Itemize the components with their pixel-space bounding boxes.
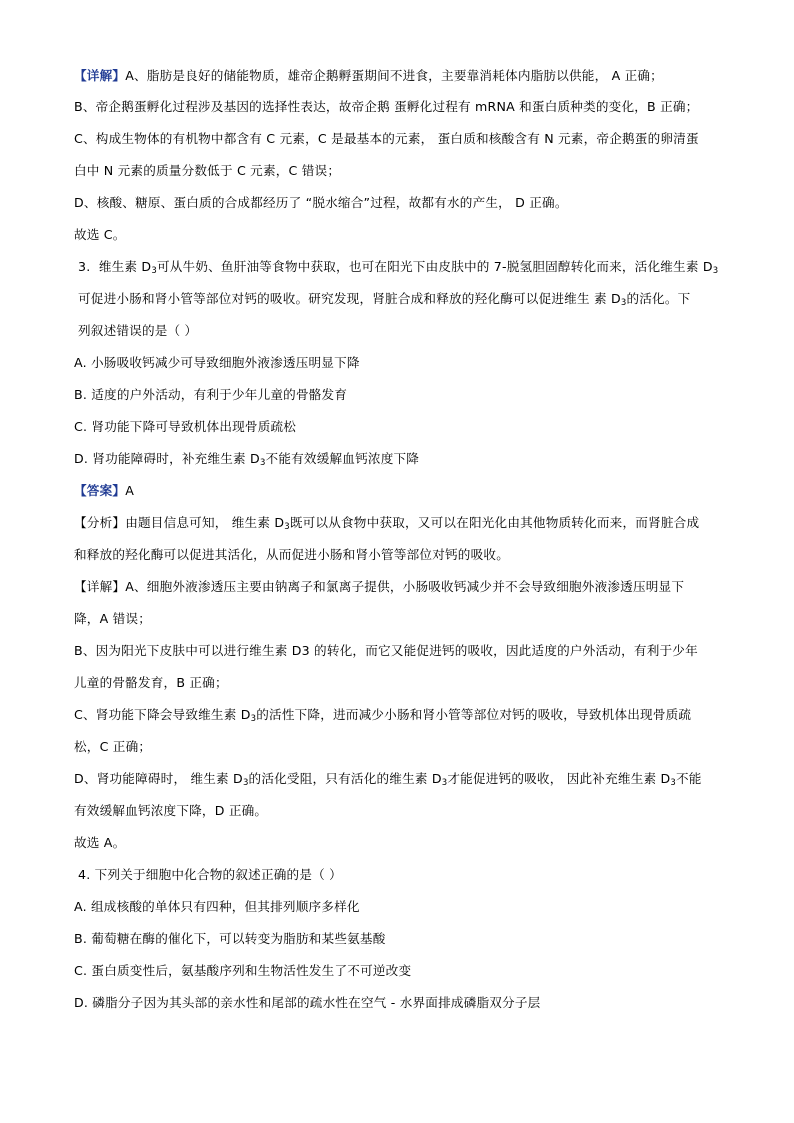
q3-analysis-line-1 [74,515,699,531]
q3-option-a: A. 小肠吸收钙减少可导致细胞外液渗透压明显下降 [74,355,360,370]
subscript: 3 [151,266,157,276]
q3-detail-d-text-c: 才能促进钙的吸收， 因此补充维生素 D [447,771,671,786]
q3-option-d-text-a: D. 肾功能障碍时，补充维生素 D [74,451,260,466]
q3-stem-text-1b: 可从牛奶、鱼肝油等食物中获取，也可在阳光下由皮肤中的 7-脱氢胆固醇转化而来，活化维生素 D [156,259,713,274]
q3-detail-b-line-1: B、因为阳光下皮肤中可以进行维生素 D3 的转化，而它又能促进钙的吸收，因此适度的户外活动，有利于少年 [74,643,698,658]
q4-option-a: A. 组成核酸的单体只有四种，但其排列顺序多样化 [74,899,360,914]
subscript: 3 [242,778,249,788]
q3-detail-b-line-2: 儿童的骨骼发育，B 正确； [74,675,228,690]
q4-option-b: B. 葡萄糖在酶的催化下，可以转变为脂肪和某些氨基酸 [74,931,386,946]
q3-detail-d-line-1 [74,771,702,787]
q3-analysis-line-2: 和释放的羟化酶可以促进其活化，从而促进小肠和肾小管等部位对钙的吸收。 [74,547,509,562]
q3-option-b: B. 适度的户外活动，有利于少年儿童的骨骼发育 [74,387,348,402]
q3-stem-text-2a: 可促进小肠和肾小管等部位对钙的吸收。研究发现，肾脏合成和释放的羟化酶可以促进维生 素 D [78,291,621,306]
q2-detail-text-a: A、脂肪是良好的储能物质，雄帝企鹅孵蛋期间不进食，主要靠消耗体内脂肪以供能， A 正确； [125,68,663,83]
q2-detail-line-c-cont: 白中 N 元素的质量分数低于 C 元素，C 错误； [74,163,341,178]
q3-detail-a-line-2: 降，A 错误； [74,611,151,626]
q3-analysis-text-1a: 由题目信息可知， 维生素 D [125,515,285,530]
subscript: 3 [250,714,257,724]
q2-detail-line-c: C、构成生物体的有机物中都含有 C 元素，C 是最基本的元素， 蛋白质和核酸含有 N 元素，帝企鹅蛋的卵清蛋 [74,131,699,146]
answer-tag: 【答案】 [74,483,126,498]
q2-detail-line-a [74,68,663,84]
q3-option-c: C. 肾功能下降可导致机体出现骨质疏松 [74,419,297,434]
q3-option-d [74,451,419,467]
q4-option-d: D. 磷脂分子因为其头部的亲水性和尾部的疏水性在空气 - 水界面排成磷脂双分子层 [74,995,541,1010]
q3-conclusion: 故选 A。 [74,835,126,850]
q3-detail-c-line-2: 松，C 正确； [74,739,152,754]
q3-stem-line-2 [78,291,690,307]
q3-detail-d-text-b: 的活化受阻，只有活化的维生素 D [248,771,442,786]
q3-detail-a-line-1 [74,579,684,595]
q3-number: 3. [78,259,91,274]
q3-stem-text-2b: 的活化。下 [626,291,691,306]
q2-conclusion: 故选 C。 [74,227,126,242]
q3-detail-c-line-1 [74,707,691,723]
subscript: 3 [259,458,266,468]
q4-stem: 4. 下列关于细胞中化合物的叙述正确的是（ ） [78,867,342,882]
subscript: 3 [620,298,627,308]
q3-option-d-text-b: 不能有效缓解血钙浓度下降 [265,451,420,466]
subscript: 3 [441,778,448,788]
q3-stem-line-3: 列叙述错误的是（ ） [78,323,198,338]
q4-option-c: C. 蛋白质变性后，氨基酸序列和生物活性发生了不可逆改变 [74,963,412,978]
q3-detail-c-text-b: 的活性下降，进而减少小肠和肾小管等部位对钙的吸收，导致机体出现骨质疏 [256,707,692,722]
subscript: 3 [670,778,676,788]
q3-detail-d-text-d: 不能 [676,771,702,786]
answer-value: A [125,483,135,498]
q3-answer [74,483,134,499]
subscript: 3 [284,522,290,532]
q3-stem-text-1a: 维生素 D [98,259,152,274]
q3-detail-d-line-2: 有效缓解血钙浓度下降，D 正确。 [74,803,268,818]
q3-stem-line-1 [78,259,718,275]
detail-tag: 【详解】 [74,579,126,594]
q3-detail-a-text: A、细胞外液渗透压主要由钠离子和氯离子提供，小肠吸收钙减少并不会导致细胞外液渗透压明显下 [125,579,685,594]
q3-analysis-text-1b: 既可以从食物中获取，又可以在阳光化由其他物质转化而来，而肾脏合成 [289,515,700,530]
q2-detail-line-d: D、核酸、糖原、蛋白质的合成都经历了 “脱水缩合”过程，故都有水的产生， D 正确。 [74,195,568,210]
q3-detail-d-text-a: D、肾功能障碍时， 维生素 D [74,771,243,786]
subscript: 3 [712,266,719,276]
analysis-tag: 【分析】 [74,515,126,530]
detail-tag: 【详解】 [74,68,126,83]
q2-detail-line-b: B、帝企鹅蛋孵化过程涉及基因的选择性表达，故帝企鹅 蛋孵化过程有 mRNA 和蛋白质种类的变化，B 正确； [74,99,699,114]
q3-detail-c-text-a: C、肾功能下降会导致维生素 D [74,707,251,722]
